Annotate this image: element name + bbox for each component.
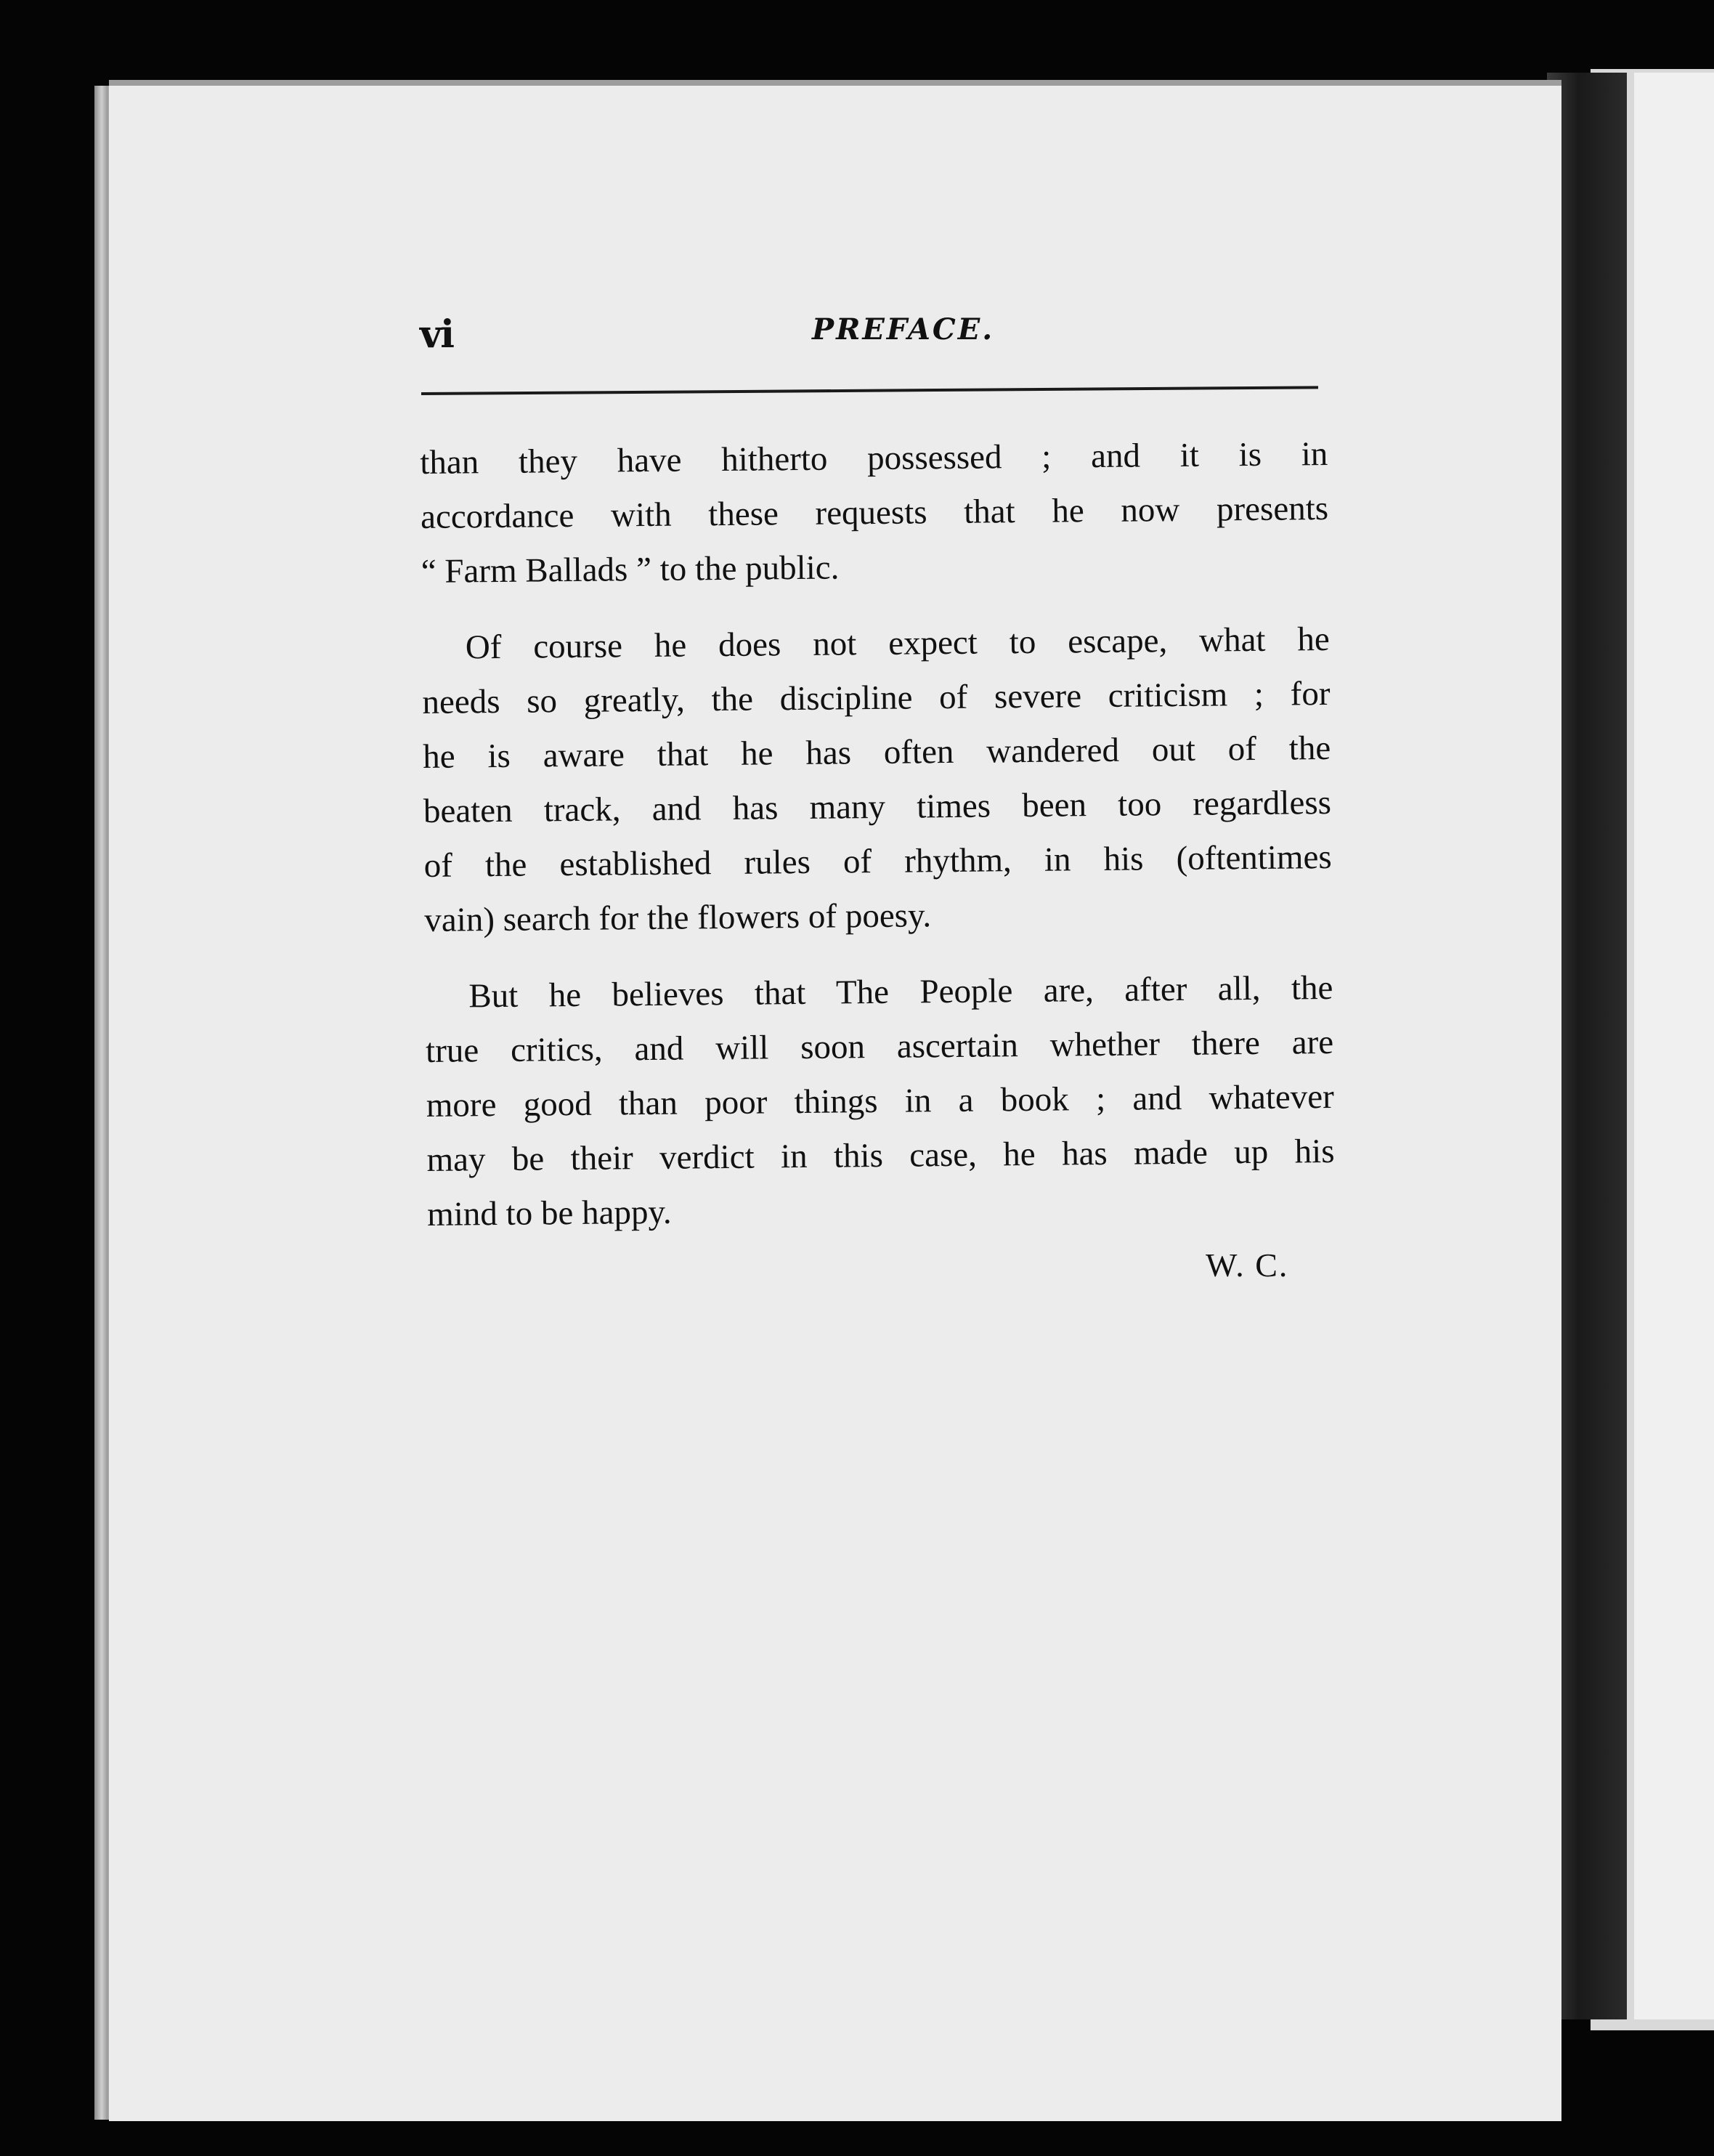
- text-line: vain) search for the flowers of poesy.: [424, 896, 932, 939]
- page-top-edge: [109, 80, 1561, 86]
- facing-page-inner: [1634, 73, 1714, 2019]
- text-line: mind to be happy.: [427, 1193, 672, 1233]
- text-line: of the established rules of rhythm, in his (oftentimes: [423, 838, 1332, 885]
- text-line: “ Farm Ballads ” to the public.: [421, 548, 840, 591]
- text-line: needs so greatly, the discipline of severe criticism ; for: [422, 674, 1331, 721]
- paragraph-2: [421, 612, 1332, 948]
- text-line: than they have hitherto possessed ; and it is in: [420, 435, 1328, 482]
- text-line: But he believes that The People are, after all, the: [468, 968, 1333, 1016]
- text-line: beaten track, and has many times been too regardless: [423, 783, 1332, 830]
- paragraph-3: [425, 961, 1336, 1242]
- text-line: may be their verdict in this case, he has made up his: [426, 1132, 1335, 1179]
- running-head-title: PREFACE.: [812, 312, 995, 346]
- paragraph-1: [420, 427, 1329, 599]
- text-line: he is aware that he has often wandered out of the: [422, 729, 1331, 776]
- text-line: more good than poor things in a book ; and whatever: [426, 1077, 1335, 1124]
- signature-initials: W. C.: [1206, 1247, 1289, 1284]
- text-line: Of course he does not expect to escape, what he: [465, 620, 1330, 667]
- body-text: [420, 427, 1336, 1264]
- text-line: accordance with these requests that he now presents: [420, 489, 1329, 536]
- running-head: [420, 312, 1328, 363]
- page-number: vi: [420, 312, 453, 357]
- text-line: true critics, and will soon ascertain whether there are: [425, 1023, 1334, 1070]
